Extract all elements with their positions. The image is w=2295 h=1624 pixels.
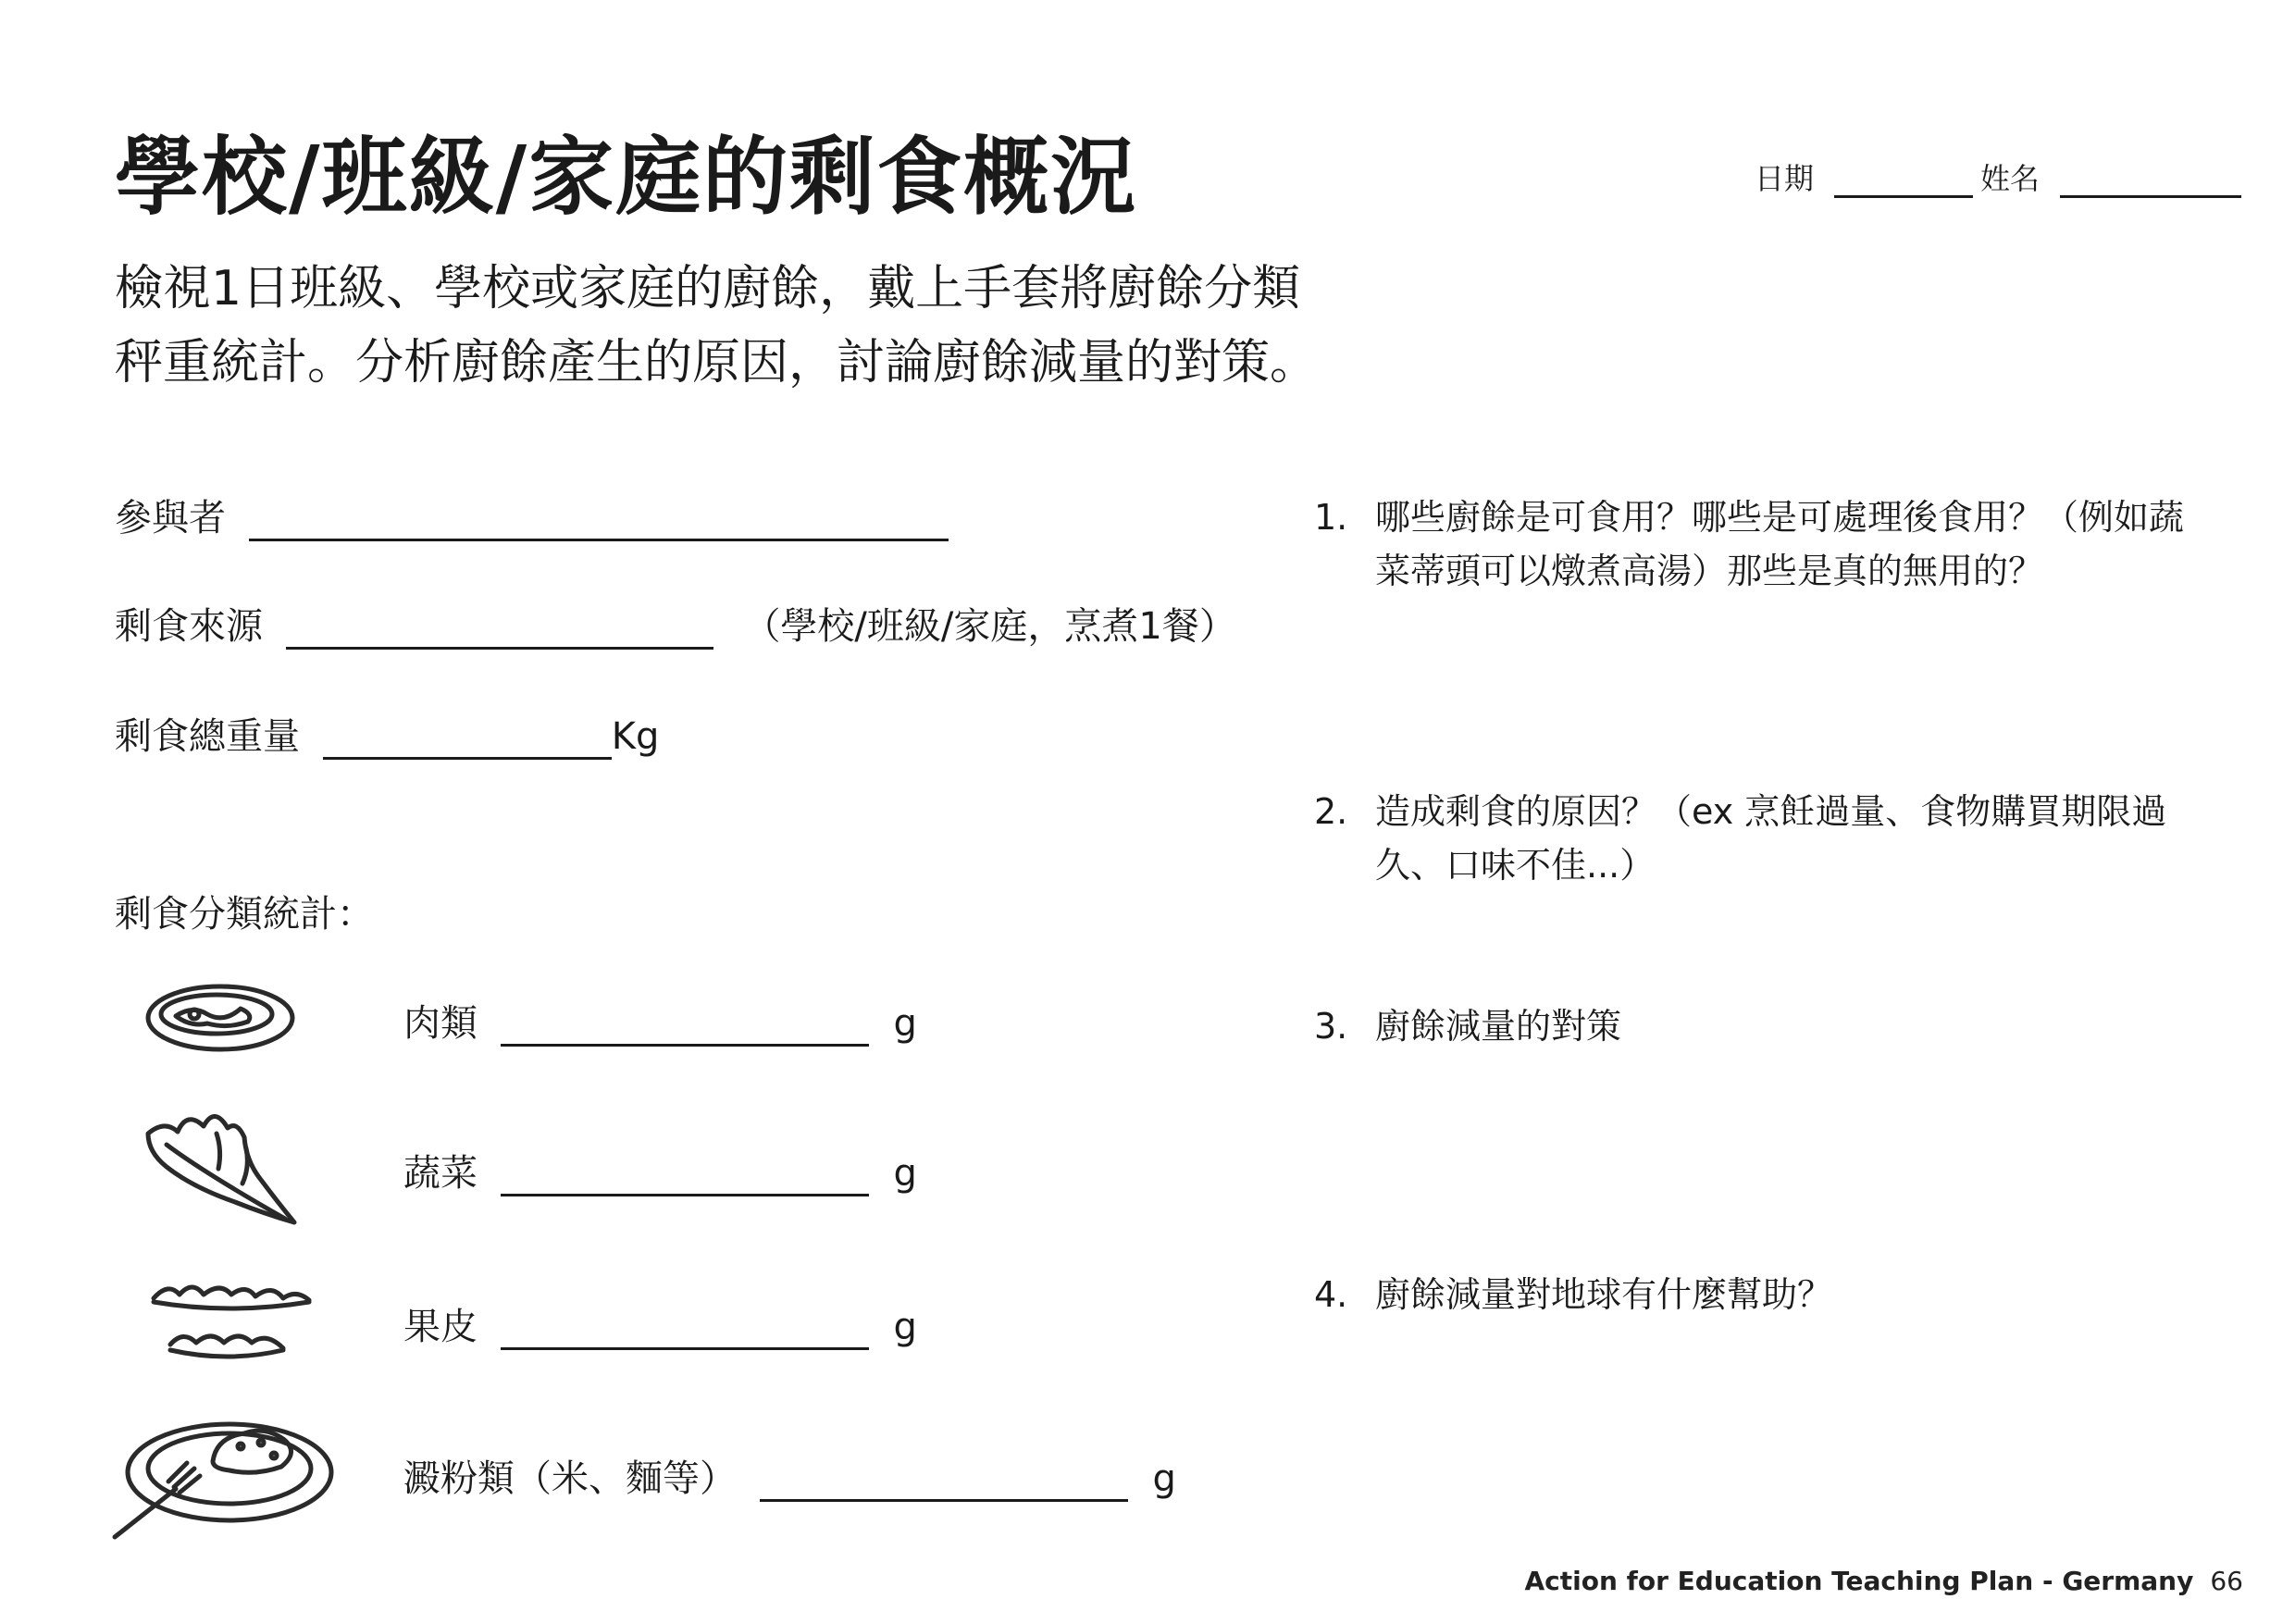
stat-row-peel	[403, 1297, 917, 1350]
intro-line-2: 秤重統計。分析廚餘產生的原因，討論廚餘減量的對策。	[115, 335, 1319, 391]
name-blank[interactable]	[2060, 195, 2241, 198]
total-weight-blank[interactable]	[323, 757, 612, 760]
date-blank[interactable]	[1834, 195, 1973, 198]
question-4	[1314, 1268, 2202, 1321]
question-number: 4.	[1314, 1274, 1348, 1315]
stat-blank[interactable]	[501, 1044, 869, 1047]
participants-blank[interactable]	[249, 539, 949, 541]
meat-icon	[139, 972, 305, 1064]
vegetable-icon	[139, 1106, 305, 1235]
stat-row-vegetable	[403, 1144, 917, 1196]
page-number: 66	[2210, 1566, 2243, 1596]
source-label: 剩食來源	[115, 605, 263, 648]
question-2	[1314, 785, 2202, 892]
peel-icon	[146, 1272, 322, 1379]
stat-label: 澱粉類（米、麵等）	[403, 1457, 737, 1500]
stat-row-meat	[403, 994, 917, 1047]
question-number: 1.	[1314, 497, 1348, 538]
question-number: 2.	[1314, 791, 1348, 832]
rice-plate-icon	[102, 1402, 342, 1550]
footer-text: Action for Education Teaching Plan - Germany	[1524, 1566, 2194, 1596]
question-3	[1314, 999, 2202, 1053]
stat-blank[interactable]	[501, 1194, 869, 1196]
question-text: 廚餘減量的對策	[1375, 1006, 1622, 1047]
participants-field	[115, 489, 949, 541]
total-weight-field	[115, 707, 659, 760]
footer	[1525, 1566, 2244, 1596]
page-title: 學校/班級/家庭的剩食概況	[115, 128, 1138, 227]
stat-row-starch	[403, 1449, 1176, 1502]
question-text: 哪些廚餘是可食用？哪些是可處理後食用？（例如蔬菜蒂頭可以燉煮高湯）那些是真的無用的？	[1375, 497, 2185, 591]
stat-label: 肉類	[403, 1002, 478, 1045]
stat-unit: g	[893, 1152, 917, 1195]
source-field	[115, 597, 1236, 650]
question-text: 造成剩食的原因？（ex 烹飪過量、食物購買期限過久、口味不佳...）	[1375, 791, 2167, 886]
name-field	[1980, 155, 2241, 198]
name-label: 姓名	[1980, 161, 2041, 196]
stat-label: 蔬菜	[403, 1152, 478, 1195]
stat-unit: g	[893, 1002, 917, 1045]
stat-unit: g	[1152, 1457, 1176, 1500]
participants-label: 參與者	[115, 497, 226, 539]
source-blank[interactable]	[286, 647, 713, 650]
question-1	[1314, 490, 2202, 598]
question-number: 3.	[1314, 1006, 1348, 1047]
stat-blank[interactable]	[501, 1347, 869, 1350]
intro-text	[115, 252, 1318, 400]
stats-heading: 剩食分類統計：	[115, 893, 374, 936]
total-weight-label: 剩食總重量	[115, 715, 300, 758]
stat-blank[interactable]	[760, 1499, 1128, 1502]
intro-line-1: 檢視1日班級、學校或家庭的廚餘，戴上手套將廚餘分類	[115, 261, 1301, 316]
stat-label: 果皮	[403, 1306, 478, 1348]
stat-unit: g	[893, 1306, 917, 1348]
date-field	[1755, 155, 1973, 198]
question-text: 廚餘減量對地球有什麼幫助？	[1375, 1274, 1833, 1315]
date-label: 日期	[1755, 161, 1815, 196]
total-weight-unit: Kg	[611, 715, 660, 758]
source-note: （學校/班級/家庭，烹煮1餐）	[743, 605, 1236, 648]
